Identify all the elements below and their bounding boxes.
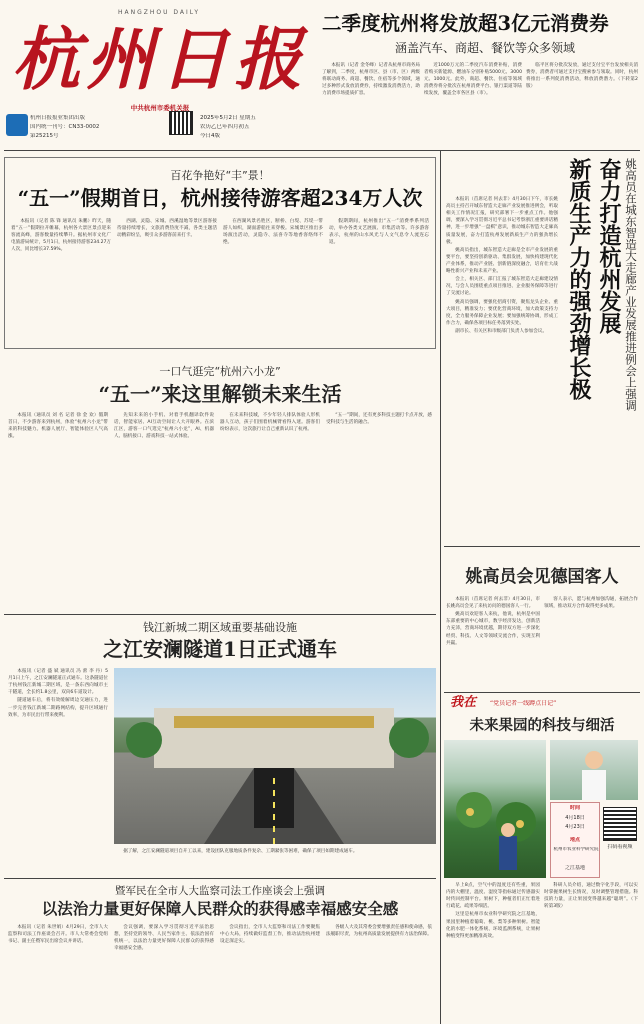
tunnel-col-1: 本报讯（记者 盛 斌 通讯员 冯 蕾 李 丹）5月1日上午，之江安澜隧道正式通车。这条隧道位于杭州钱江新城二期区域，是一条东西向城市主干隧道，全长约1.8公里，双向6车道设计。 隧道通车后，将有效缓解周边交通压力，进一步完善钱江新城二期路网结构，提升区域通行效率，为市民出行带来便利。 xyxy=(8,669,108,718)
top-story-col-2: 近1000万元的二季度汽车消费补贴，消费者购买新能源、燃油车分别补贴5000元、3000元、1000元。此外，商超、餐饮、住宿等领域消费券将分批次在杭州消费平台、银行渠道等陆续发放，覆盖全市各区县（市）。 xyxy=(424,63,522,97)
issue-number: 第25215号 xyxy=(30,133,59,139)
yao-meet-headline: 姚高员会见德国客人 xyxy=(465,567,619,587)
masthead-org: 中共杭州市委机关报 xyxy=(130,104,190,112)
future-farm-headline: 未来果园的科技与细活 xyxy=(469,717,615,734)
info-table xyxy=(550,802,600,878)
tunnel-entrance-illustration xyxy=(114,668,436,844)
right-lead-headline-line-2: 新质生产力的强劲增长极 xyxy=(566,158,592,400)
boxed-story xyxy=(4,157,436,349)
orchard-photo xyxy=(444,740,546,878)
tag-logo: 我在 xyxy=(450,695,477,710)
divider xyxy=(4,614,436,615)
column-divider xyxy=(440,150,441,1024)
cn-number: 国内统一刊号：CN33-0002 xyxy=(30,124,100,130)
boxed-col-4: 假期期间，杭州推出“五一”消费季系列活动，举办各类文艺展演、市集活动等。许多游客表示，杭州的山水风光与人文气息令人流连忘返。 xyxy=(329,219,429,246)
boxed-col-1: 本报讯（记者 陈 锋 通讯员 朱鹏）昨天，随着“五一”假期拉开帷幕，杭州各大景区景点迎来客流高峰，游客数量持续攀升。据杭州市文化广电旅游局统计，5月1日，杭州接待游客234.27万人次，同比增长37.59%。 xyxy=(11,219,111,253)
right-lead-vertical-kicker: 姚高员在城东智造大走廊产业发展推进例会上强调 xyxy=(624,158,638,411)
yao-meet-col-2: 客人表示，愿与杭州加强沟通，拓展合作领域，推动双方合作取得更多成果。 xyxy=(544,597,638,610)
second-kicker: 一口气逛完“杭州六小龙” xyxy=(159,365,281,378)
bottom-col-4: 各级人大及其常委会要增强责任感和使命感，依法履职尽责，为杭州高质量发展提供有力法治保障。 xyxy=(326,925,432,938)
table-cell: 杭州市农业科学研究院 xyxy=(553,847,599,852)
top-story-subtitle: 涵盖汽车、商超、餐饮等众多领域 xyxy=(394,41,575,55)
yao-meet-col-1: 本报讯（首席记者 何去非）4月30日，市长姚高员会见了来杭访问的德国客人一行。 姚高员欢迎客人来杭，他说，杭州是中国东部重要的中心城市，数字经济发达，创新活力充沛，营商环境优越，期待双方进一步深化经贸、科技、人文等领域交流合作，实现互利共赢。 xyxy=(446,597,540,646)
bottom-col-2: 会议强调，要深入学习贯彻习近平法治思想，坚持党的领导、人民当家作主、依法治国有机统一，以法治力量更好保障人民群众的获得感幸福感安全感。 xyxy=(114,925,214,952)
issue-date: 2025年5月2日 星期五 xyxy=(200,115,256,121)
table-cell: 之江基地 xyxy=(564,865,585,871)
right-lead-headline-line-1: 奋力打造杭州发展 xyxy=(596,158,622,334)
boxed-col-3: 在西湖风景名胜区，断桥、白堤、苏堤一带游人如织，湖面游船往来穿梭。宋城景区推出多场演出活动，灵隐寺、法喜寺等地香客络绎不绝。 xyxy=(223,219,323,246)
second-col-2: 先知未来的小手机、对着手机翻译软件说话，智能家居、AI互动空间让人大开眼界。在滨江区，游客一口气逛完“杭州六小龙”，AI、机器人、脑机接口、游戏科技一站式体验。 xyxy=(114,413,214,440)
researcher-illustration xyxy=(550,740,638,800)
researcher-photo xyxy=(550,740,638,800)
masthead-title: 杭州日报 xyxy=(11,20,308,100)
tunnel-photo xyxy=(114,668,436,844)
table-cell: 4月18日 xyxy=(565,815,585,821)
divider xyxy=(4,878,436,879)
table-header: 时间 xyxy=(569,805,580,811)
future-farm-col-1: 早上8点，空气中的湿度还有些重，果园内的大棚里，温度、湿度等指标通过传感器实时传回控制平台。果树下，种植者们正忙着进行疏花、疏果等细活。 这里是杭州市农业科学研究院之江基地，果园里种植着葡萄、桃、梨等多种果树。智能化的水肥一体化系统、环境监测系统，让果树种植变得更加精准高效。 xyxy=(446,883,540,939)
orchard-illustration xyxy=(444,740,546,878)
right-lead-col-1: 本报讯（首席记者 何去非）4月30日下午，市长姚高员主持召开城东智造大走廊产业发展推进例会，听取相关工作情况汇报，研究部署下一步重点工作。他强调，要深入学习贯彻习近平总书记考察浙江重要讲话精神，进一步增强“一盘棋”意识，推动城东智造大走廊高质量发展，奋力打造杭州发展新质生产力的强劲增长极。 姚高员指出，城东智造大走廊是全市产业发展的重要平台，要坚持创新驱动、集群发展，加快构建现代化产业体系，推动产业链、创新链深度融合，培育壮大战略性新兴产业和未来产业。 会上，相关区、部门汇报了城东智造大走廊建设情况，与会人员围绕重点项目推进、企业服务保障等进行了交流讨论。 姚高员强调，要强化招商引资，聚焦龙头企业、重大项目，精准发力；要优化营商环境，加大政策支持力度，全力服务保障企业发展；要加强统筹协调，形成工作合力，确保各项目标任务落到实处。 副市长、有关区和市级部门负责人参加会议。 xyxy=(446,197,558,334)
masthead xyxy=(0,0,318,150)
second-col-4: “五一”期间，还有更多科技主题打卡点开放，感受科技与生活的融合。 xyxy=(326,413,432,426)
divider xyxy=(444,546,640,547)
divider xyxy=(444,692,640,693)
second-col-3: 在未来科技城，不少年轻人排队体验人形机器人互动，孩子们围着机械臂看得入迷。游客们纷纷表示，这次旅行让自己重新认识了杭州。 xyxy=(220,413,320,433)
tunnel-headline: 之江安澜隧道1日正式通车 xyxy=(103,637,337,661)
tunnel-kicker: 钱江新城二期区域重要基础设施 xyxy=(143,621,297,634)
qr-code-icon[interactable] xyxy=(604,808,636,840)
boxed-headline: “五一”假期首日，杭州接待游客超234万人次 xyxy=(17,186,423,210)
divider xyxy=(4,150,640,151)
boxed-col-2: 西湖、灵隐、宋城、西溪湿地等景区游客接待量持续增长，文旅消费热度不减，各类主题活动精彩纷呈，吸引众多游客前来打卡。 xyxy=(117,219,217,239)
table-header: 地点 xyxy=(569,837,580,843)
masthead-logo-icon xyxy=(6,114,28,136)
second-col-1: 本报讯（通讯员 刘 名 记者 徐 金 欢）假期首日，不少游客来到杭州，体验“杭州六小龙”带来的科技魅力。机器人展厅、智能体验区人气高涨。 xyxy=(8,413,108,440)
lunar-date: 农历乙巳年四月初五 xyxy=(200,124,250,130)
bottom-col-3: 会议指出，全市人大监察和司法工作要聚焦中心大局，持续做好监督工作，推动法治杭州建设走深走实。 xyxy=(220,925,320,945)
boxed-kicker: 百花争艳好“丰”景！ xyxy=(170,169,270,182)
top-story-col-3: 临平区将分批次发放，通过支付宝平台发放相关消费券，消费者可通过支付宝搜索参与领取。同时，杭州将推出一系列促消费活动，释放消费潜力。（下转第2版） xyxy=(526,63,638,90)
bottom-headline: 以法治力量更好保障人民群众的获得感幸福感安全感 xyxy=(41,899,399,918)
table-cell: 4月23日 xyxy=(565,824,585,830)
page-count: 今日4版 xyxy=(200,133,220,139)
top-story-headline: 二季度杭州将发放超3亿元消费券 xyxy=(322,12,609,35)
top-story-col-1: 本报讯（记者 金冬峰）记者从杭州市商务局了解到，二季度，杭州市区、县（市、区）两级将联动商务、商超、餐饮、住宿等多个领域，通过多种形式发放消费券，持续激发消费活力，助力消费市场提质扩容。 xyxy=(322,63,420,97)
future-farm-col-2: 科研人员介绍，通过数字化手段，可以实时掌握果树生长情况，及时调整管理措施。科技的力量，正让果园变得越来越“聪明”。（下转第3版） xyxy=(544,883,638,910)
bottom-kicker: 暨军民在全市人大监察司法工作座谈会上强调 xyxy=(115,885,325,897)
issuer-line: 杭州日报报业集团出版 xyxy=(30,115,86,121)
qr-caption: 扫码看视频 xyxy=(607,844,633,850)
tag-text: “党员记者一线蹲点日记” xyxy=(490,700,557,707)
qr-code-icon xyxy=(170,112,192,134)
bottom-col-1: 本报讯（记者 朱世娟）4月29日，全市人大监察和司法工作座谈会召开。市人大常委会党组书记、副主任暨军民出席会议并讲话。 xyxy=(8,925,108,945)
tunnel-col-2: 据了解，之江安澜隧道项目自开工以来，建设团队克服地质条件复杂、工期紧张等困难，确保了项目如期建成通车。 xyxy=(123,849,358,854)
masthead-pinyin: HANGZHOU DAILY xyxy=(118,9,200,16)
second-headline: “五一”来这里解锁未来生活 xyxy=(98,382,342,406)
